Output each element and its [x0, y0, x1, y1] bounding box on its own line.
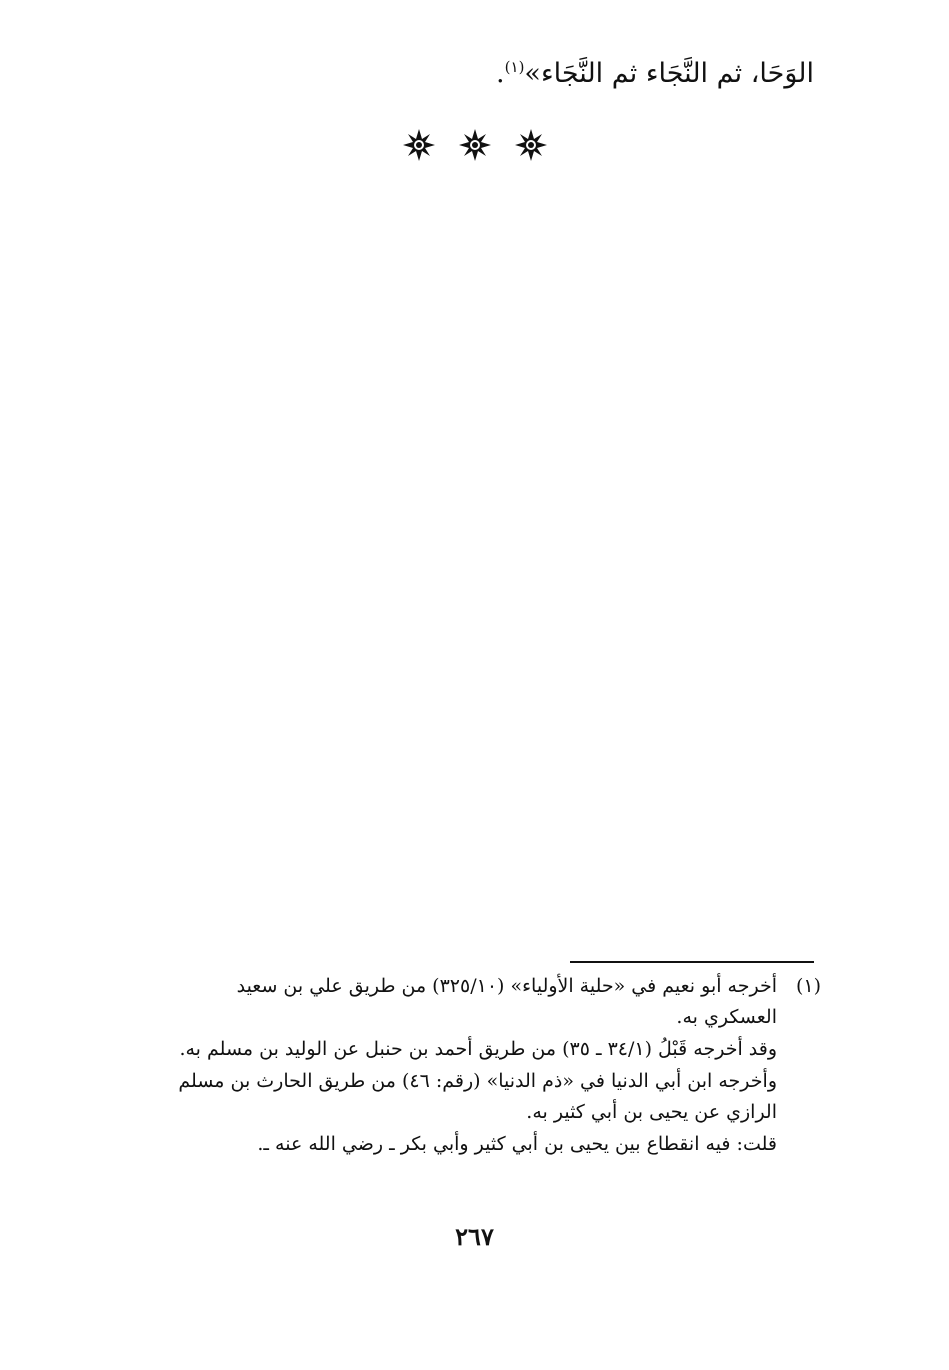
page-number: ٢٦٧	[455, 1222, 494, 1251]
footnote-line: العسكري به.	[676, 1006, 777, 1028]
footnotes-section	[121, 972, 821, 1161]
main-text-end: .	[496, 58, 505, 89]
footnote-paragraph	[121, 1067, 777, 1126]
star-flower-ornament-icon	[514, 128, 548, 162]
footnote-line: أخرجه أبو نعيم في «حلية الأولياء» (٣٢٥/١٠) من طريق علي بن سعيد	[236, 975, 777, 997]
footnote-body	[121, 972, 777, 1161]
footnote-line: وقد أخرجه قَبْلُ (٣٤/١ ـ ٣٥) من طريق أحمد بن حنبل عن الوليد بن مسلم به.	[179, 1038, 777, 1060]
footnote-separator	[570, 961, 814, 963]
section-divider-ornaments	[0, 128, 949, 162]
footnote-reference[interactable]: (١)	[504, 58, 525, 76]
footnote-paragraph	[121, 1035, 777, 1063]
main-text-body: الوَحَا، ثم النَّجَاء ثم النَّجَاء»	[524, 58, 814, 89]
footnote-line: قلت: فيه انقطاع بين يحيى بن أبي كثير وأبي بكر ـ رضي الله عنه ـ.	[257, 1133, 777, 1155]
footnote-line: الرازي عن يحيى بن أبي كثير به.	[526, 1101, 777, 1123]
footnote-line: وأخرجه ابن أبي الدنيا في «ذم الدنيا» (رقم: ٤٦) من طريق الحارث بن مسلم	[178, 1070, 777, 1092]
footnote-number[interactable]: (١)	[795, 975, 821, 997]
footnote-paragraph	[121, 1130, 777, 1158]
star-flower-ornament-icon	[458, 128, 492, 162]
star-flower-ornament-icon	[402, 128, 436, 162]
main-text-line	[134, 52, 814, 96]
footnote	[121, 972, 821, 1161]
